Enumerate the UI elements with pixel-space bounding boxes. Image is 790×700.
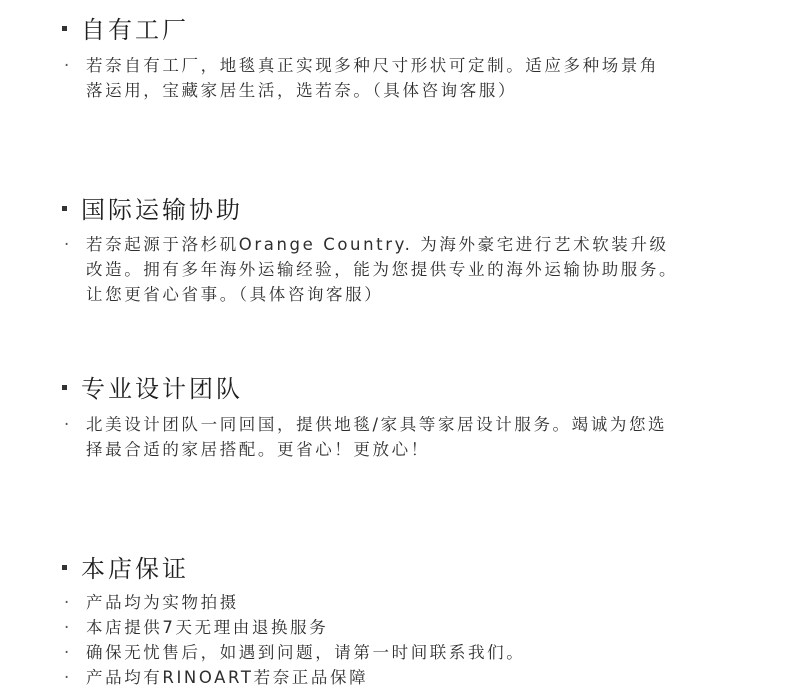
list-item: · 产品均有RINOART若奈正品保障 xyxy=(64,665,764,690)
paragraph-line: · 若奈自有工厂，地毯真正实现多种尺寸形状可定制。适应多种场景角 xyxy=(64,53,764,78)
paragraph-line: · 北美设计团队一同回国，提供地毯/家具等家居设计服务。竭诚为您选 xyxy=(64,412,764,437)
list-bullet: · xyxy=(64,56,70,75)
paragraph-line: 改造。拥有多年海外运输经验，能为您提供专业的海外运输协助服务。 xyxy=(86,260,679,279)
paragraph-line: 择最合适的家居搭配。更省心！更放心！ xyxy=(86,440,430,459)
paragraph-line: 让您更省心省事。（具体咨询客服） xyxy=(86,285,384,304)
heading-bullet xyxy=(62,565,67,570)
list-item: · 本店提供7天无理由退换服务 xyxy=(64,615,764,640)
section-body xyxy=(64,590,764,690)
heading-bullet xyxy=(62,385,67,390)
list-bullet: · xyxy=(64,415,70,434)
section-title: 国际运输协助 xyxy=(81,195,243,224)
section-heading xyxy=(62,368,243,404)
section-title: 本店保证 xyxy=(81,554,189,583)
paragraph-line: 落运用，宝藏家居生活，选若奈。（具体咨询客服） xyxy=(86,81,518,100)
paragraph-line: · 若奈起源于洛杉矶Orange Country. 为海外豪宅进行艺术软装升级 xyxy=(64,232,764,257)
list-bullet: · xyxy=(64,643,70,662)
list-item: · 产品均为实物拍摄 xyxy=(64,590,764,615)
list-bullet: · xyxy=(64,668,70,687)
section-body xyxy=(64,232,764,307)
section-heading xyxy=(62,9,189,45)
section-heading xyxy=(62,548,189,584)
section-body xyxy=(64,412,764,462)
section-title: 专业设计团队 xyxy=(81,374,243,403)
list-item: · 确保无忧售后，如遇到问题，请第一时间联系我们。 xyxy=(64,640,764,665)
list-bullet: · xyxy=(64,618,70,637)
heading-bullet xyxy=(62,206,67,211)
heading-bullet xyxy=(62,26,67,31)
list-bullet: · xyxy=(64,235,70,254)
list-bullet: · xyxy=(64,593,70,612)
section-heading xyxy=(62,189,243,225)
section-body xyxy=(64,53,764,103)
section-title: 自有工厂 xyxy=(81,15,189,44)
